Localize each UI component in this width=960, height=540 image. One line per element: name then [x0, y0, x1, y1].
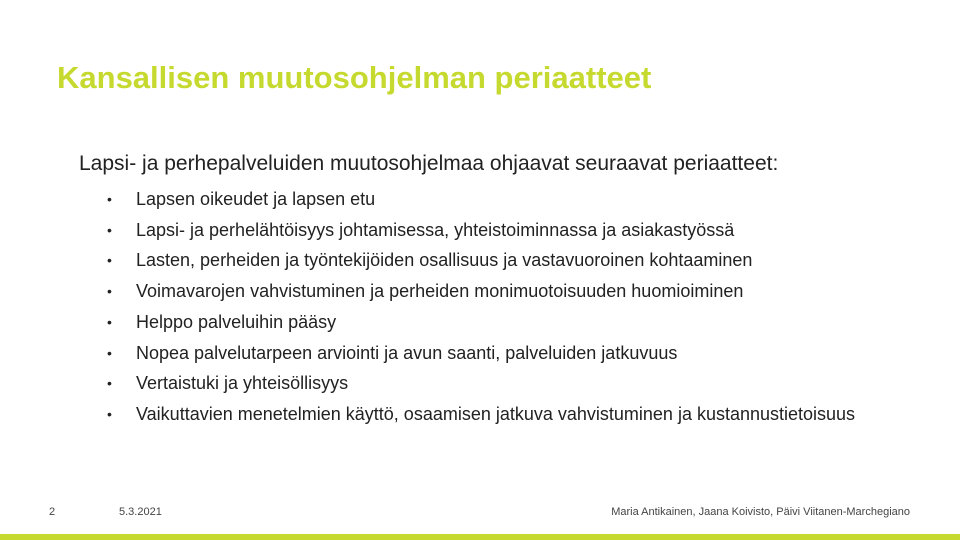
list-item-text: Lapsi- ja perhelähtöisyys johtamisessa, yhteistoiminnassa ja asiakastyössä: [136, 219, 735, 240]
list-item-text: Voimavarojen vahvistuminen ja perheiden monimuotoisuuden huomioiminen: [136, 281, 744, 302]
bullet-icon: •: [107, 344, 112, 361]
intro-text: Lapsi- ja perhepalveluiden muutosohjelmaa ohjaavat seuraavat periaatteet:: [79, 152, 779, 175]
list-item-text: Lapsen oikeudet ja lapsen etu: [136, 189, 376, 209]
principles-list: [107, 184, 867, 430]
list-item: [107, 399, 867, 430]
bullet-icon: •: [107, 313, 112, 330]
bullet-icon: •: [107, 375, 112, 392]
bullet-icon: •: [107, 405, 112, 422]
bullet-icon: •: [107, 191, 112, 207]
footer-authors: Maria Antikainen, Jaana Koivisto, Päivi Viitanen-Marchegiano: [611, 506, 910, 518]
list-item-text: Vertaistuki ja yhteisöllisyys: [136, 373, 349, 394]
list-item: [107, 215, 867, 246]
list-item: [107, 276, 867, 307]
list-item: [107, 307, 867, 338]
list-item-text: Helppo palveluihin pääsy: [136, 311, 337, 332]
list-item: [107, 368, 867, 399]
list-item-text: Nopea palvelutarpeen arviointi ja avun saanti, palveluiden jatkuvuus: [136, 342, 678, 363]
list-item: [107, 184, 867, 215]
footer-date: 5.3.2021: [119, 506, 162, 518]
bullet-icon: •: [107, 221, 112, 238]
bullet-icon: •: [107, 252, 112, 269]
page-number: 2: [49, 506, 56, 518]
bullet-icon: •: [107, 283, 112, 300]
bottom-accent-bar: [0, 534, 960, 540]
list-item-text: Lasten, perheiden ja työntekijöiden osallisuus ja vastavuoroinen kohtaaminen: [136, 250, 753, 271]
list-item: [107, 245, 867, 276]
list-item: [107, 338, 867, 369]
list-item-text: Vaikuttavien menetelmien käyttö, osaamisen jatkuva vahvistuminen ja kustannustietoisuus: [136, 403, 856, 424]
slide-title: Kansallisen muutosohjelman periaatteet: [57, 60, 652, 95]
